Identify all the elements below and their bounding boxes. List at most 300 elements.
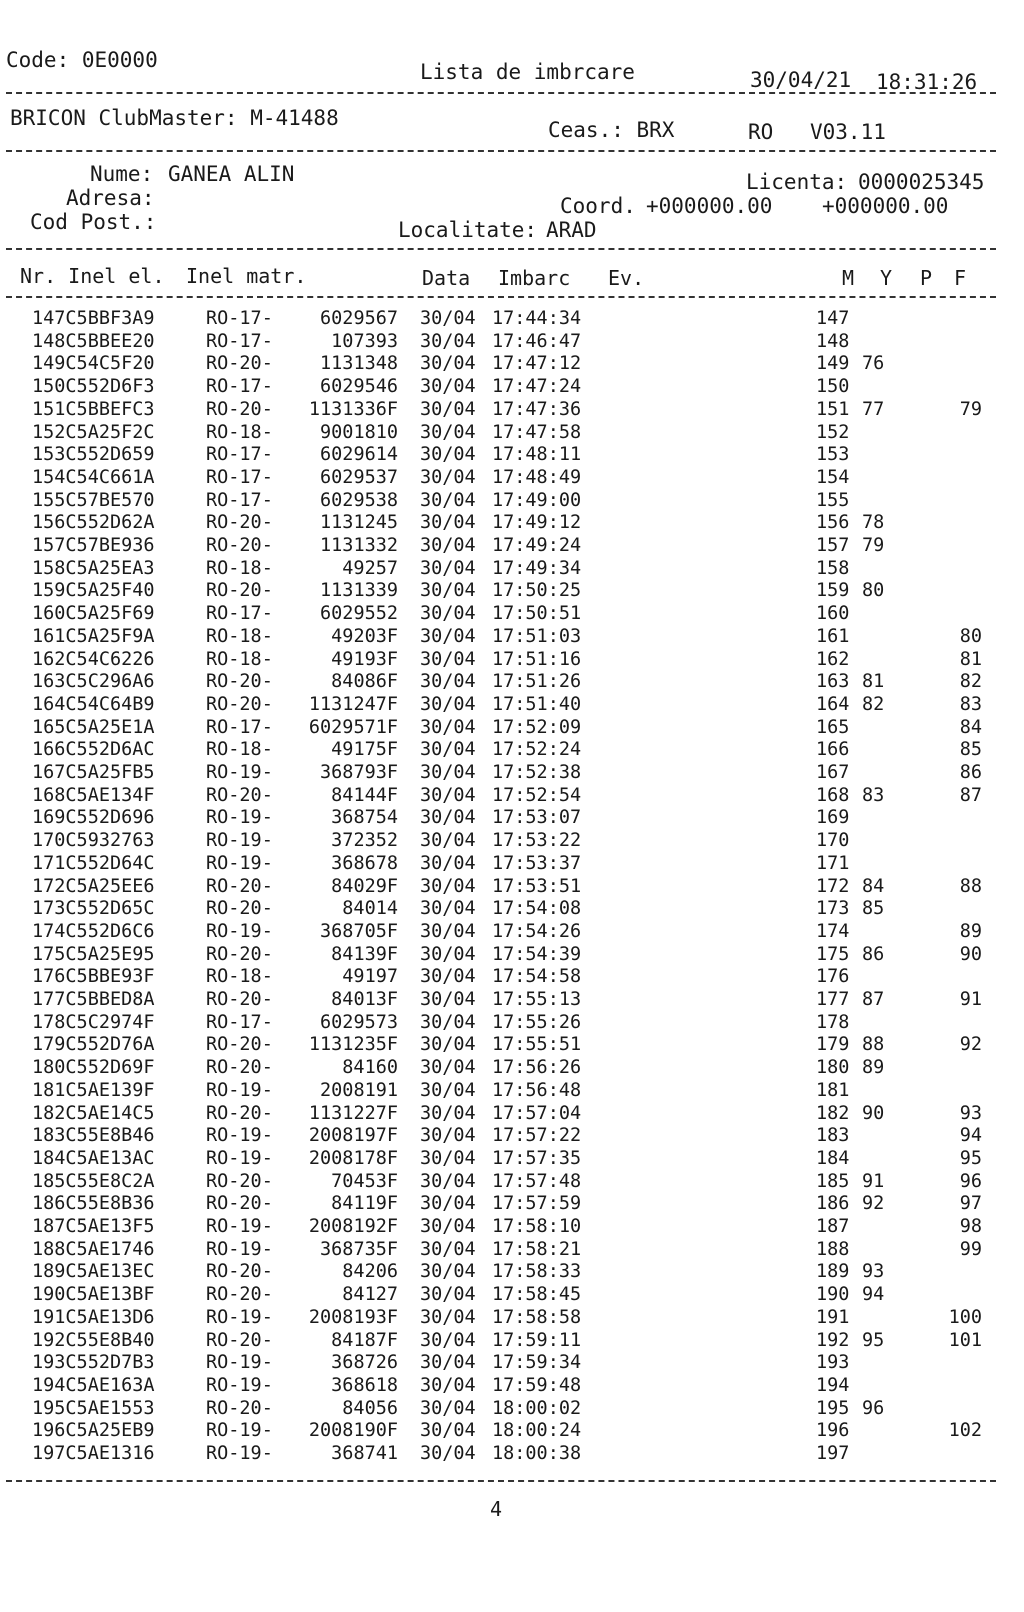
col-m-value: 190	[816, 1284, 850, 1306]
ring-electronic: 191C5AE13D6	[32, 1306, 155, 1328]
col-m-value: 173	[816, 898, 850, 920]
boarding-time: 17:58:33	[492, 1261, 582, 1283]
ring-number: 368618	[331, 1374, 398, 1396]
ring-number: 368793F	[320, 762, 398, 783]
ring-number: 2008190F	[308, 1420, 398, 1442]
coord-x: +000000.00	[646, 194, 773, 218]
col-m-value: 170	[816, 830, 850, 852]
col-m-value: 151	[816, 398, 850, 420]
boarding-time: 17:56:48	[492, 1079, 582, 1101]
ring-prefix: RO-17-	[206, 330, 273, 352]
table-row	[0, 1375, 1024, 1397]
table-row	[0, 1080, 1024, 1102]
col-y-value: 87	[862, 989, 885, 1010]
boarding-time: 17:57:35	[492, 1147, 582, 1169]
boarding-date: 30/04	[420, 1147, 476, 1169]
ring-electronic: 186C55E8B36	[32, 1193, 155, 1215]
boarding-time: 17:51:26	[492, 671, 582, 693]
table-row	[0, 1284, 1024, 1306]
boarding-date: 30/04	[420, 466, 476, 488]
boarding-time: 17:57:04	[492, 1102, 582, 1124]
ring-prefix: RO-17-	[206, 489, 273, 511]
ring-electronic: 195C5AE1553	[32, 1397, 155, 1419]
ring-prefix: RO-18-	[206, 966, 273, 988]
ring-prefix: RO-20-	[206, 1261, 273, 1283]
ring-electronic: 190C5AE13BF	[32, 1284, 155, 1306]
table-row	[0, 399, 1024, 421]
cod-post-label: Cod Post.:	[30, 210, 157, 234]
boarding-date: 30/04	[420, 898, 476, 920]
boarding-time: 17:59:34	[492, 1352, 582, 1374]
boarding-date: 30/04	[420, 875, 476, 897]
ring-electronic: 170C5932763	[32, 830, 155, 852]
ring-number: 372352	[331, 830, 398, 852]
boarding-date: 30/04	[420, 966, 476, 988]
boarding-date: 30/04	[420, 1238, 476, 1260]
ring-number: 368705F	[320, 920, 398, 942]
col-m-value: 159	[816, 580, 850, 602]
col-f-value: 89	[959, 920, 982, 942]
boarding-time: 17:47:58	[492, 421, 582, 443]
col-y-value: 93	[862, 1261, 885, 1283]
table-row	[0, 626, 1024, 648]
boarding-date: 30/04	[420, 671, 476, 693]
boarding-time: 17:58:45	[492, 1284, 582, 1306]
ring-prefix: RO-20-	[206, 1193, 273, 1215]
ring-electronic: 156C552D62A	[32, 512, 155, 534]
boarding-time: 17:58:21	[492, 1238, 582, 1260]
col-m-value: 189	[816, 1261, 850, 1283]
boarding-date: 30/04	[420, 444, 476, 466]
table-row	[0, 558, 1024, 580]
ring-number: 2008193F	[308, 1306, 398, 1328]
ring-electronic: 150C552D6F3	[32, 376, 155, 398]
ring-electronic: 171C552D64C	[32, 852, 155, 874]
ring-prefix: RO-20-	[206, 1034, 273, 1056]
ring-number: 1131339	[320, 580, 398, 602]
divider-1	[6, 92, 996, 94]
boarding-date: 30/04	[420, 1261, 476, 1283]
ring-prefix: RO-20-	[206, 512, 273, 534]
boarding-time: 17:52:24	[492, 739, 582, 761]
col-f: F	[954, 266, 967, 290]
boarding-date: 30/04	[420, 625, 476, 647]
col-m-value: 154	[816, 466, 850, 488]
table-row	[0, 308, 1024, 330]
col-imbarc: Imbarc	[498, 266, 571, 290]
col-y-value: 81	[862, 671, 885, 693]
col-m-value: 163	[816, 671, 850, 693]
ring-electronic: 168C5AE134F	[32, 784, 155, 806]
col-m-value: 166	[816, 739, 850, 761]
table-row	[0, 853, 1024, 875]
boarding-time: 17:55:26	[492, 1011, 582, 1033]
col-m-value: 182	[816, 1102, 850, 1124]
col-m-value: 167	[816, 762, 850, 783]
ring-prefix: RO-17-	[206, 376, 273, 398]
boarding-time: 17:53:22	[492, 830, 582, 852]
table-row	[0, 580, 1024, 602]
ring-number: 368754	[331, 807, 398, 829]
page-number: 4	[490, 1497, 503, 1521]
table-row	[0, 966, 1024, 988]
col-y-value: 88	[862, 1034, 885, 1056]
table-row	[0, 717, 1024, 739]
col-m-value: 191	[816, 1306, 850, 1328]
table-row	[0, 785, 1024, 807]
boarding-time: 17:52:54	[492, 784, 582, 806]
col-ev: Ev.	[608, 266, 645, 290]
table-row	[0, 1398, 1024, 1420]
ring-number: 84206	[342, 1261, 398, 1283]
ring-number: 6029614	[320, 444, 398, 466]
ring-prefix: RO-18-	[206, 421, 273, 443]
divider-5	[6, 1480, 996, 1482]
col-y-value: 95	[862, 1329, 885, 1351]
col-f-value: 93	[959, 1102, 982, 1124]
boarding-time: 17:57:48	[492, 1170, 582, 1192]
boarding-time: 17:59:11	[492, 1329, 582, 1351]
nume-value: GANEA ALIN	[168, 162, 295, 186]
col-f-value: 83	[959, 693, 982, 715]
boarding-date: 30/04	[420, 376, 476, 398]
col-m-value: 165	[816, 716, 850, 738]
ring-prefix: RO-19-	[206, 1306, 273, 1328]
table-row	[0, 512, 1024, 534]
divider-3	[6, 248, 996, 250]
col-y-value: 96	[862, 1397, 885, 1419]
table-row	[0, 989, 1024, 1011]
divider-2	[6, 150, 996, 152]
col-y-value: 90	[862, 1102, 885, 1124]
table-row	[0, 376, 1024, 398]
ring-electronic: 197C5AE1316	[32, 1443, 155, 1464]
ring-prefix: RO-20-	[206, 398, 273, 420]
boarding-date: 30/04	[420, 1011, 476, 1033]
table-row	[0, 1443, 1024, 1465]
col-p: P	[920, 266, 933, 290]
ring-electronic: 164C54C64B9	[32, 693, 155, 715]
col-f-value: 101	[948, 1329, 982, 1351]
ring-prefix: RO-18-	[206, 557, 273, 579]
ring-electronic: 196C5A25EB9	[32, 1420, 155, 1442]
ring-prefix: RO-19-	[206, 852, 273, 874]
club-master: BRICON ClubMaster: M-41488	[10, 106, 339, 130]
ring-number: 368726	[331, 1352, 398, 1374]
ring-electronic: 151C5BBEFC3	[32, 398, 155, 420]
table-row	[0, 331, 1024, 353]
ring-electronic: 160C5A25F69	[32, 603, 155, 625]
table-row	[0, 1012, 1024, 1034]
ring-electronic: 152C5A25F2C	[32, 421, 155, 443]
boarding-date: 30/04	[420, 920, 476, 942]
col-f-value: 99	[959, 1238, 982, 1260]
col-m-value: 195	[816, 1397, 850, 1419]
ring-prefix: RO-20-	[206, 580, 273, 602]
boarding-date: 30/04	[420, 580, 476, 602]
col-f-value: 80	[959, 625, 982, 647]
ring-number: 1131348	[320, 353, 398, 375]
col-m-value: 164	[816, 693, 850, 715]
ring-prefix: RO-20-	[206, 1057, 273, 1079]
col-f-value: 81	[959, 648, 982, 670]
boarding-time: 17:57:59	[492, 1193, 582, 1215]
ring-electronic: 187C5AE13F5	[32, 1216, 155, 1237]
col-m-value: 175	[816, 943, 850, 965]
ring-prefix: RO-17-	[206, 466, 273, 488]
ring-prefix: RO-19-	[206, 1147, 273, 1169]
boarding-date: 30/04	[420, 1102, 476, 1124]
ring-electronic: 184C5AE13AC	[32, 1147, 155, 1169]
col-f-value: 85	[959, 739, 982, 761]
ring-number: 6029538	[320, 489, 398, 511]
table-row	[0, 422, 1024, 444]
col-m-value: 158	[816, 557, 850, 579]
table-row	[0, 1125, 1024, 1147]
ring-electronic: 162C54C6226	[32, 648, 155, 670]
col-y-value: 84	[862, 875, 885, 897]
table-row	[0, 1307, 1024, 1329]
ring-prefix: RO-17-	[206, 444, 273, 466]
col-m-value: 153	[816, 444, 850, 466]
ring-number: 84127	[342, 1284, 398, 1306]
col-m-value: 162	[816, 648, 850, 670]
col-f-value: 87	[959, 784, 982, 806]
boarding-date: 30/04	[420, 1374, 476, 1396]
ring-number: 84014	[342, 898, 398, 920]
ring-prefix: RO-20-	[206, 898, 273, 920]
boarding-time: 17:51:16	[492, 648, 582, 670]
col-m-value: 194	[816, 1374, 850, 1396]
col-m-value: 156	[816, 512, 850, 534]
ring-electronic: 192C55E8B40	[32, 1329, 155, 1351]
coord-y: +000000.00	[822, 194, 949, 218]
ring-electronic: 176C5BBE93F	[32, 966, 155, 988]
boarding-time: 17:53:07	[492, 807, 582, 829]
boarding-date: 30/04	[420, 1420, 476, 1442]
boarding-date: 30/04	[420, 1352, 476, 1374]
boarding-date: 30/04	[420, 1170, 476, 1192]
boarding-date: 30/04	[420, 693, 476, 715]
ring-prefix: RO-19-	[206, 830, 273, 852]
boarding-time: 18:00:24	[492, 1420, 582, 1442]
ring-electronic: 166C552D6AC	[32, 739, 155, 761]
ring-number: 49197	[342, 966, 398, 988]
boarding-time: 17:49:24	[492, 535, 582, 556]
ring-electronic: 172C5A25EE6	[32, 875, 155, 897]
boarding-date: 30/04	[420, 716, 476, 738]
boarding-time: 17:47:36	[492, 398, 582, 420]
col-m-value: 181	[816, 1079, 850, 1101]
ring-number: 84119F	[331, 1193, 398, 1215]
ring-prefix: RO-17-	[206, 716, 273, 738]
boarding-date: 30/04	[420, 1034, 476, 1056]
boarding-time: 17:46:47	[492, 330, 582, 352]
boarding-date: 30/04	[420, 1397, 476, 1419]
col-y-value: 79	[862, 535, 885, 556]
col-inel-matr: Inel matr.	[186, 264, 307, 288]
boarding-time: 18:00:02	[492, 1397, 582, 1419]
ring-prefix: RO-20-	[206, 1284, 273, 1306]
boarding-date: 30/04	[420, 648, 476, 670]
boarding-date: 30/04	[420, 489, 476, 511]
boarding-date: 30/04	[420, 1443, 476, 1464]
table-row	[0, 649, 1024, 671]
boarding-date: 30/04	[420, 398, 476, 420]
ring-electronic: 154C54C661A	[32, 466, 155, 488]
col-y-value: 82	[862, 693, 885, 715]
col-f-value: 96	[959, 1170, 982, 1192]
col-y-value: 92	[862, 1193, 885, 1215]
ring-electronic: 148C5BBEE20	[32, 330, 155, 352]
col-m-value: 149	[816, 353, 850, 375]
table-row	[0, 1261, 1024, 1283]
boarding-time: 17:55:51	[492, 1034, 582, 1056]
col-m-value: 188	[816, 1238, 850, 1260]
boarding-date: 30/04	[420, 807, 476, 829]
ring-prefix: RO-19-	[206, 1079, 273, 1101]
ring-electronic: 169C552D696	[32, 807, 155, 829]
ring-number: 2008191	[320, 1079, 398, 1101]
ring-electronic: 182C5AE14C5	[32, 1102, 155, 1124]
ring-number: 2008192F	[308, 1216, 398, 1237]
col-data: Data	[422, 266, 471, 290]
boarding-date: 30/04	[420, 557, 476, 579]
ring-number: 84144F	[331, 784, 398, 806]
col-m-value: 168	[816, 784, 850, 806]
table-row	[0, 1216, 1024, 1238]
boarding-time: 17:50:51	[492, 603, 582, 625]
col-y-value: 91	[862, 1170, 885, 1192]
col-m-value: 179	[816, 1034, 850, 1056]
ring-number: 84139F	[331, 943, 398, 965]
boarding-date: 30/04	[420, 784, 476, 806]
adresa-label: Adresa:	[66, 186, 155, 210]
col-m-value: 152	[816, 421, 850, 443]
table-row	[0, 603, 1024, 625]
col-m-value: 147	[816, 308, 850, 329]
col-y-value: 76	[862, 353, 885, 375]
boarding-time: 17:48:11	[492, 444, 582, 466]
boarding-time: 17:53:37	[492, 852, 582, 874]
ring-electronic: 177C5BBED8A	[32, 989, 155, 1010]
col-f-value: 88	[959, 875, 982, 897]
boarding-time: 17:54:26	[492, 920, 582, 942]
boarding-date: 30/04	[420, 1306, 476, 1328]
table-row	[0, 1171, 1024, 1193]
boarding-date: 30/04	[420, 989, 476, 1010]
col-m-value: 186	[816, 1193, 850, 1215]
boarding-time: 17:49:00	[492, 489, 582, 511]
country-code: RO	[748, 120, 774, 144]
boarding-time: 17:50:25	[492, 580, 582, 602]
ring-number: 84086F	[331, 671, 398, 693]
ring-electronic: 188C5AE1746	[32, 1238, 155, 1260]
ring-electronic: 194C5AE163A	[32, 1374, 155, 1396]
ring-number: 2008197F	[308, 1125, 398, 1147]
col-m-value: 180	[816, 1057, 850, 1079]
ring-number: 70453F	[331, 1170, 398, 1192]
table-row	[0, 1193, 1024, 1215]
boarding-date: 30/04	[420, 512, 476, 534]
col-m-value: 174	[816, 920, 850, 942]
table-row	[0, 807, 1024, 829]
table-row	[0, 444, 1024, 466]
ring-prefix: RO-19-	[206, 1216, 273, 1237]
table-row	[0, 671, 1024, 693]
ring-number: 6029537	[320, 466, 398, 488]
ring-electronic: 193C552D7B3	[32, 1352, 155, 1374]
ring-electronic: 155C57BE570	[32, 489, 155, 511]
ceas-label: Ceas.: BRX	[548, 118, 675, 142]
col-f-value: 82	[959, 671, 982, 693]
ring-electronic: 189C5AE13EC	[32, 1261, 155, 1283]
col-f-value: 100	[948, 1306, 982, 1328]
col-m-value: 196	[816, 1420, 850, 1442]
ring-number: 1131235F	[308, 1034, 398, 1056]
col-f-value: 98	[959, 1216, 982, 1237]
boarding-date: 30/04	[420, 421, 476, 443]
table-row	[0, 762, 1024, 784]
ring-prefix: RO-18-	[206, 739, 273, 761]
boarding-time: 17:58:58	[492, 1306, 582, 1328]
ring-number: 84187F	[331, 1329, 398, 1351]
ring-electronic: 163C5C296A6	[32, 671, 155, 693]
ring-number: 368678	[331, 852, 398, 874]
col-m-value: 193	[816, 1352, 850, 1374]
ring-electronic: 174C552D6C6	[32, 920, 155, 942]
boarding-time: 17:57:22	[492, 1125, 582, 1147]
table-row	[0, 876, 1024, 898]
ring-number: 1131336F	[308, 398, 398, 420]
ring-prefix: RO-19-	[206, 1352, 273, 1374]
ring-electronic: 185C55E8C2A	[32, 1170, 155, 1192]
table-row	[0, 1103, 1024, 1125]
col-f-value: 97	[959, 1193, 982, 1215]
col-m-value: 148	[816, 330, 850, 352]
ring-number: 84013F	[331, 989, 398, 1010]
ring-electronic: 181C5AE139F	[32, 1079, 155, 1101]
ring-number: 84056	[342, 1397, 398, 1419]
boarding-date: 30/04	[420, 1193, 476, 1215]
col-y-value: 83	[862, 784, 885, 806]
document-title: Lista de imbrcare	[420, 60, 635, 84]
boarding-date: 30/04	[420, 535, 476, 556]
ring-number: 84160	[342, 1057, 398, 1079]
boarding-date: 30/04	[420, 943, 476, 965]
boarding-time: 17:49:34	[492, 557, 582, 579]
table-row	[0, 1330, 1024, 1352]
ring-prefix: RO-19-	[206, 762, 273, 783]
ring-electronic: 178C5C2974F	[32, 1011, 155, 1033]
ring-prefix: RO-20-	[206, 693, 273, 715]
table-row	[0, 694, 1024, 716]
table-row	[0, 1352, 1024, 1374]
ring-number: 84029F	[331, 875, 398, 897]
coord-label: Coord.	[560, 194, 636, 218]
ring-number: 6029546	[320, 376, 398, 398]
col-m-value: 184	[816, 1147, 850, 1169]
col-f-value: 92	[959, 1034, 982, 1056]
col-m-value: 150	[816, 376, 850, 398]
divider-4	[6, 296, 996, 298]
boarding-time: 17:58:10	[492, 1216, 582, 1237]
table-row	[0, 1148, 1024, 1170]
boarding-time: 17:51:03	[492, 625, 582, 647]
ring-electronic: 153C552D659	[32, 444, 155, 466]
col-y-value: 78	[862, 512, 885, 534]
boarding-time: 17:59:48	[492, 1374, 582, 1396]
